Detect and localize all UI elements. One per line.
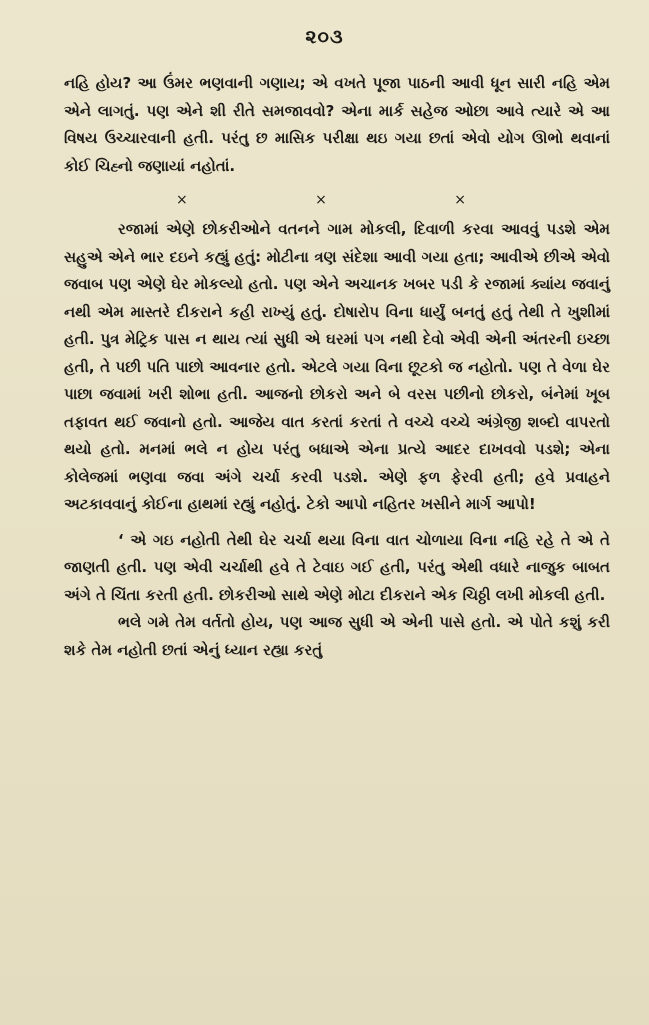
page-number: ૨૦૩	[305, 26, 344, 48]
separator-mark: ×	[176, 192, 188, 208]
paragraph-gap	[64, 519, 610, 527]
separator-mark: ×	[315, 192, 327, 208]
paragraph-3: ‘ એ ગઇ નહોતી તેથી ઘેર ચર્ચા થયા વિના વાત ચોળાયા વિના નહિ રહે તે એ તે જાણતી હતી. પણ એવી ચર્ચાથી હવે તે ટેવાઇ ગઈ હતી, પરંતુ એથી વધારે નાજુક બાબત અંગે તે ચિંતા કરતી હતી. છોકરીઓ સાથે એણે મોટા દીકરાને એક ચિઠ્ઠી લખી મોકલી હતી.	[64, 530, 610, 604]
page-body	[64, 70, 610, 664]
separator-mark: ×	[454, 192, 466, 208]
paragraph-2: રજામાં એણે છોકરીઓને વતનને ગામ મોકલી, દિવાળી કરવા આવવું પડશે એમ સહુએ એને ભાર દઇને કહ્યું હતું: મોટીના ત્રણ સંદેશા આવી ગયા હતા; આવીએ છીએ એવો જવાબ પણ એણે ઘેર મોકલ્યો હતો. પણ એને અચાનક ખબર પડી કે રજામાં ક્યાંય જવાનું નથી એમ માસ્તરે દીકરાને કહી રાખ્યું હતું. દોષારોપ વિના ધાર્યું બનતું હતું તેથી તે ખુશીમાં હતી. પુત્ર મેટ્રિક પાસ ન થાય ત્યાં સુધી એ ઘરમાં પગ નથી દેવો એવી એની અંતરની ઇચ્છા હતી, તે પછી પતિ પાછો આવનાર હતો. એટલે ગયા વિના છૂટકો જ નહોતો. પણ તે વેળા ઘેર પાછા જવામાં ખરી શોભા હતી. આજનો છોકરો અને બે વરસ પછીનો છોકરો, બંનેમાં ખૂબ તફાવત થઈ જવાનો હતો. આજેય વાત કરતાં કરતાં તે વચ્ચે વચ્ચે અંગ્રેજી શબ્દો વાપરતો થયો હતો. મનમાં ભલે ન હોય પરંતુ બધાએ એના પ્રત્યે આદર દાખવવો પડશે; એના કોલેજમાં ભણવા જવા અંગે ચર્ચા કરવી પડશે. એણે ફળ ફેરવી હતી; હવે પ્રવાહને અટકાવવાનું કોઈના હાથમાં રહ્યું નહોતું. ટેકો આપો નહિતર ખસીને માર્ગ આપો!	[64, 220, 610, 513]
section-separator	[176, 190, 466, 210]
paragraph-4: ભલે ગમે તેમ વર્તતો હોય, પણ આજ સુધી એ એની પાસે હતો. એ પોતે કશું કરી શકે તેમ નહોતી છતાં એનું ધ્યાન રહ્યા કરતું	[64, 613, 610, 659]
paragraph-1: નહિ હોય? આ ઉંમર ભણવાની ગણાય; એ વખતે પૂજા પાઠની આવી ધૂન સારી નહિ એમ એને લાગતું. પણ એને શી રીતે સમજાવવો? એના માર્ક સહેજ ઓછા આવે ત્યારે એ આ વિષય ઉચ્ચારવાની હતી. પરંતુ છ માસિક પરીક્ષા થઇ ગયા છતાં એવો યોગ ઊભો થવાનાં કોઈ ચિહ્નો જણાયાં નહોતાં.	[64, 74, 610, 175]
